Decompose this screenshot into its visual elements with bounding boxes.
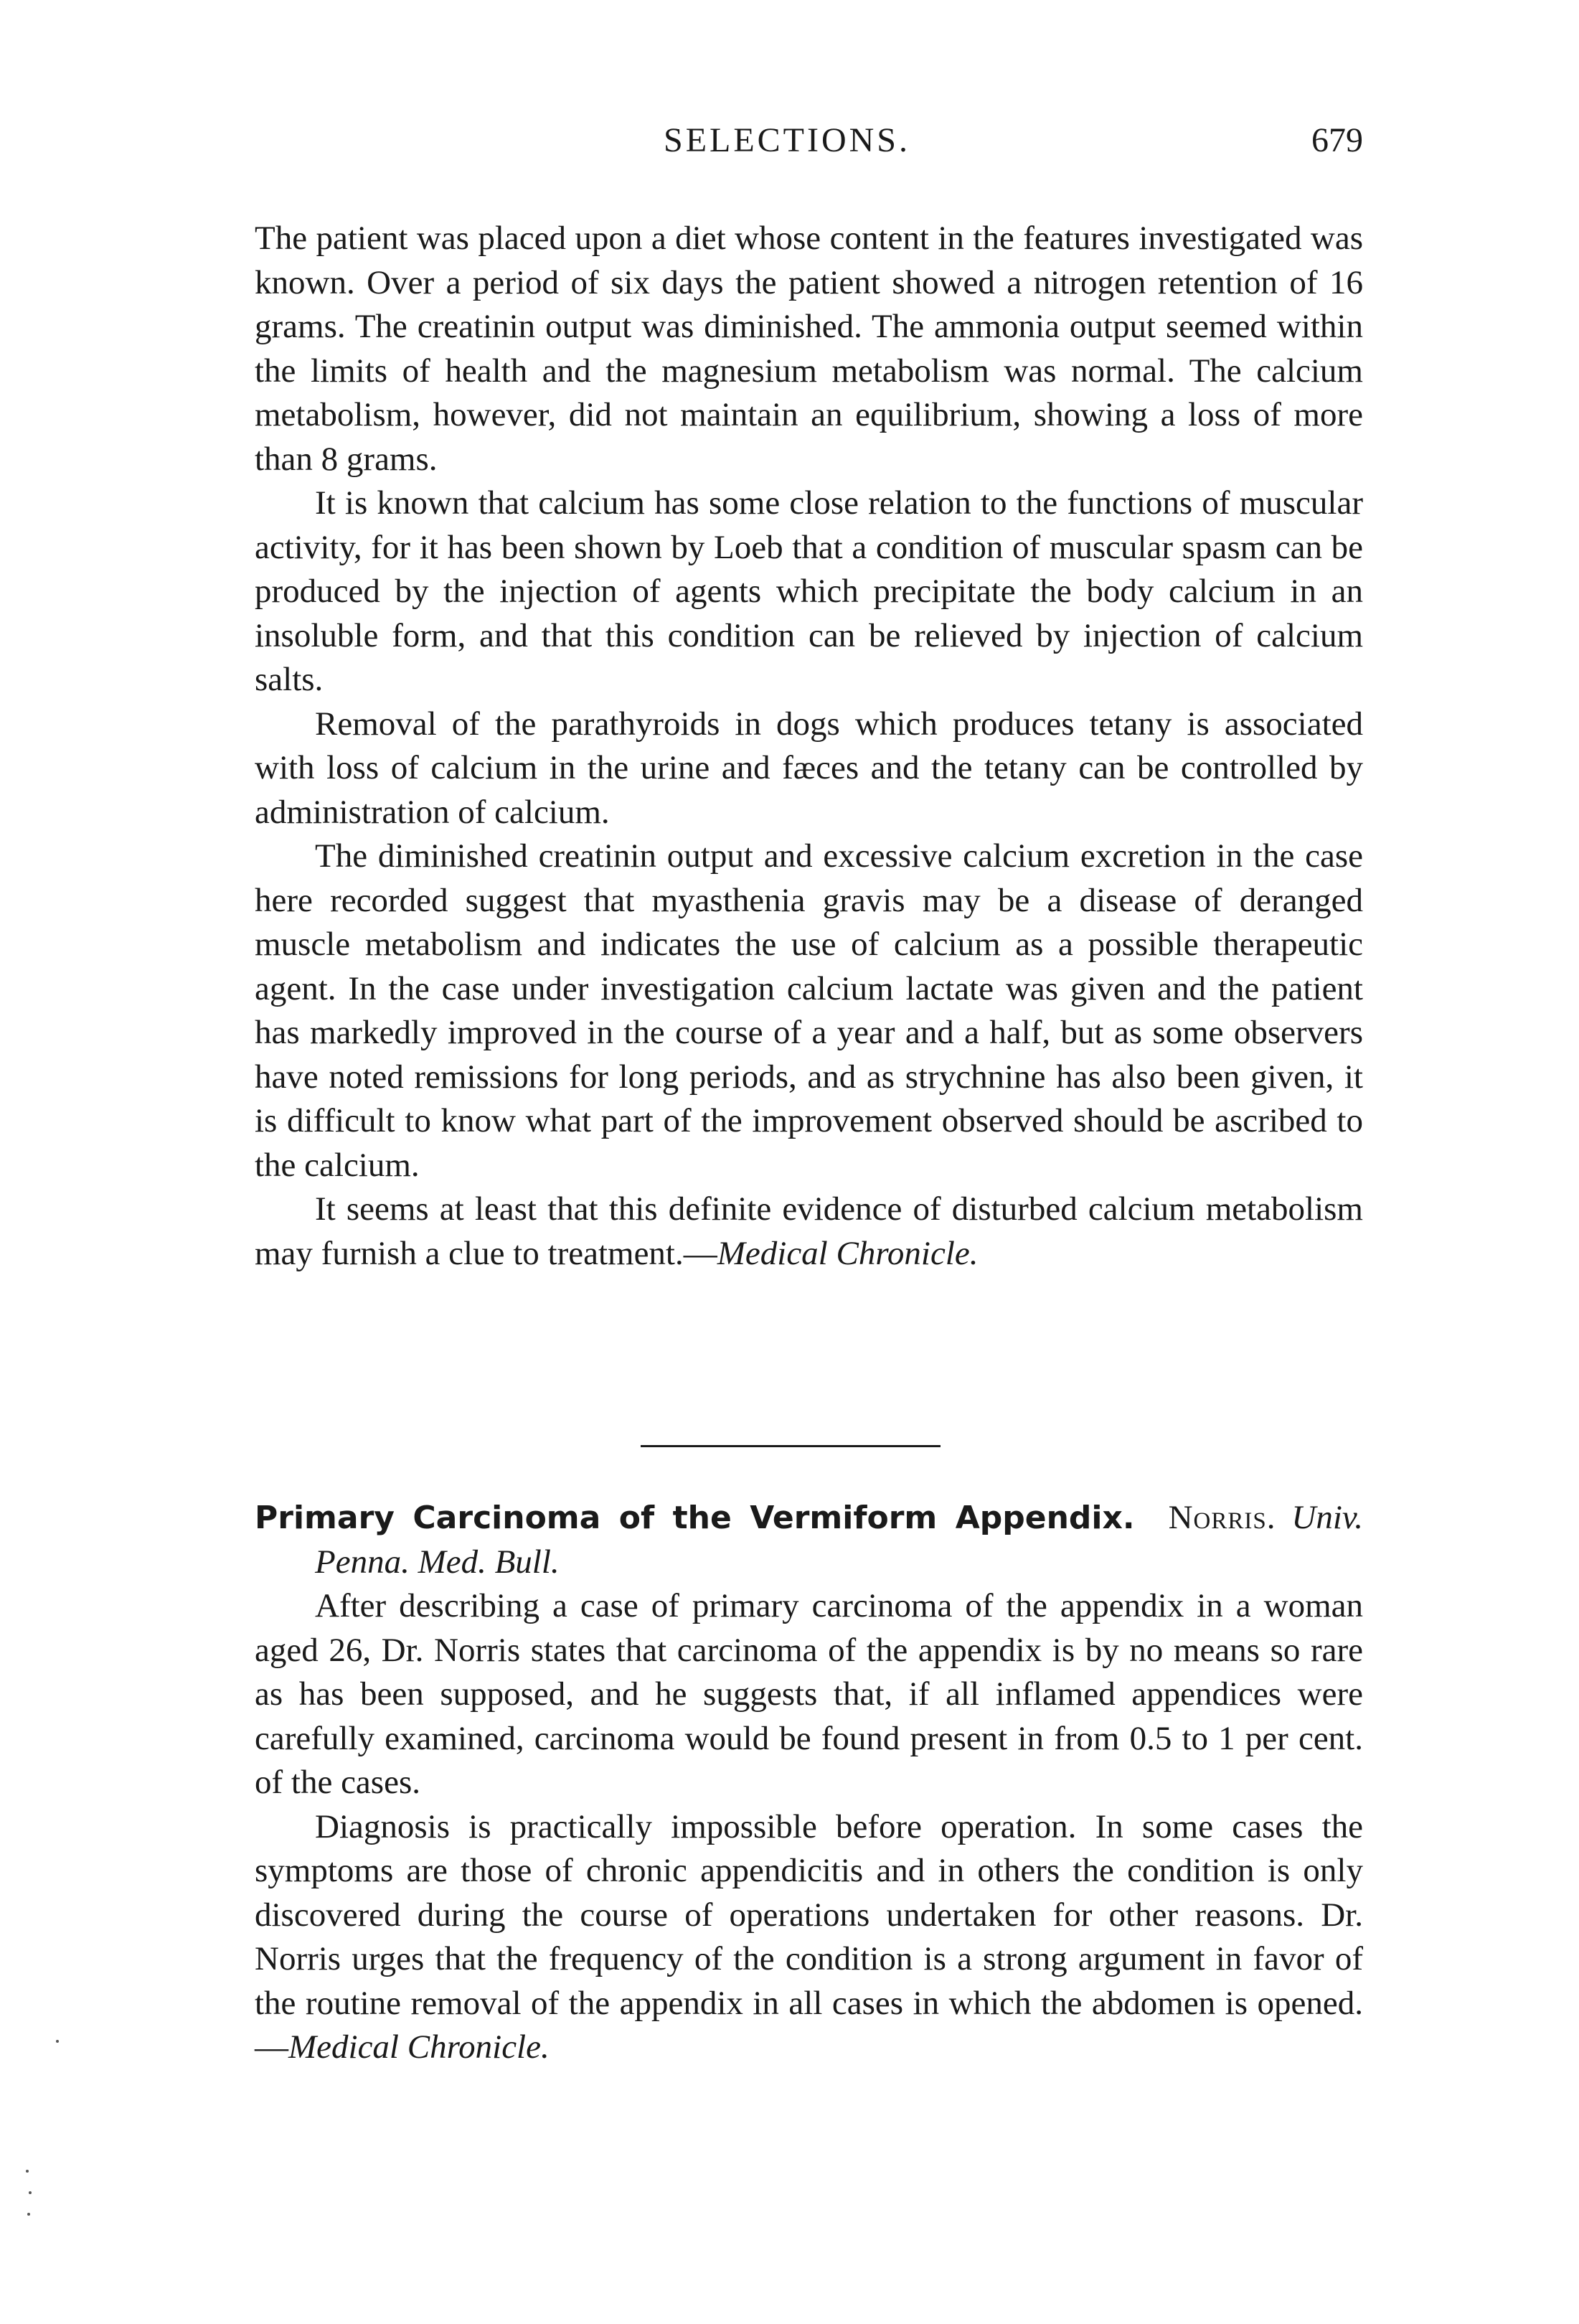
- scan-speck: [56, 2040, 59, 2043]
- source-citation: Medical Chronicle.: [717, 1234, 979, 1272]
- paragraph-text: It seems at least that this definite evidence of disturbed calcium metabolism may furnish a clue to treatment.—: [255, 1190, 1363, 1272]
- paragraph-text: Diagnosis is practically impossible before operation. In some cases the symptoms are those of chronic appendicitis and in others the condition is only discovered during the course of operations undertaken for other reasons. Dr. Norris urges that the frequency of the condition is a strong argument in favor of the routine removal of the appendix in all cases in which the abdomen is opened.—: [255, 1807, 1363, 2066]
- scan-speck: [27, 2213, 30, 2216]
- paragraph: [255, 1805, 1363, 2070]
- running-head: [215, 121, 1363, 164]
- paragraph: After describing a case of primary carcinoma of the appendix in a woman aged 26, Dr. Norris states that carcinoma of the appendix is by no means so rare as has been supposed, and he suggests that, if all inflamed appendices were carefully examined, carcinoma would be found present in from 0.5 to 1 per cent. of the cases.: [255, 1587, 1363, 1801]
- article-title: Primary Carcinoma of the Vermiform Appendix.: [255, 1500, 1135, 1536]
- scan-speck: [26, 2170, 29, 2173]
- running-title: SELECTIONS.: [664, 121, 910, 159]
- section-divider: [641, 1445, 941, 1447]
- paragraph: It is known that calcium has some close relation to the functions of muscular activity, for it has been shown by Loeb that a condition of muscular spasm can be produced by the injection of agents which precipitate the body calcium in an insoluble form, and that this condition can be relieved by injection of calcium salts.: [255, 484, 1363, 698]
- paragraph: Removal of the parathyroids in dogs which produces tetany is associated with loss of calcium in the urine and fæces and the tetany can be controlled by administration of calcium.: [255, 705, 1363, 831]
- paragraph: The diminished creatinin output and excessive calcium excretion in the case here recorded suggest that myasthenia gravis may be a disease of deranged muscle metabolism and indicates the use of calcium as a possible therapeutic agent. In the case under investigation calcium lactate was given and the patient has markedly improved in the course of a year and a half, but as some observers have noted remissions for long periods, and as strychnine has also been given, it is difficult to know what part of the improvement observed should be ascribed to the calcium.: [255, 837, 1363, 1184]
- article-appendix: [255, 1496, 1363, 2070]
- article-author: Norris.: [1168, 1499, 1276, 1536]
- scan-speck: [29, 2191, 32, 2194]
- page-number: 679: [1311, 121, 1363, 159]
- article-heading: [255, 1496, 1363, 1584]
- paragraph: [255, 1187, 1363, 1276]
- continued-article: [255, 217, 1363, 1276]
- paragraph: The patient was placed upon a diet whose content in the features investigated was known. Over a period of six days the patient showed a nitrogen retention of 16 grams. The creatinin output was diminished. The ammonia output seemed within the limits of health and the magnesium metabolism was normal. The calcium metabolism, however, did not maintain an equilibrium, showing a loss of more than 8 grams.: [255, 220, 1363, 478]
- source-citation: Medical Chronicle.: [288, 2028, 550, 2066]
- article-journal: Univ. Penna. Med. Bull.: [315, 1499, 1364, 1581]
